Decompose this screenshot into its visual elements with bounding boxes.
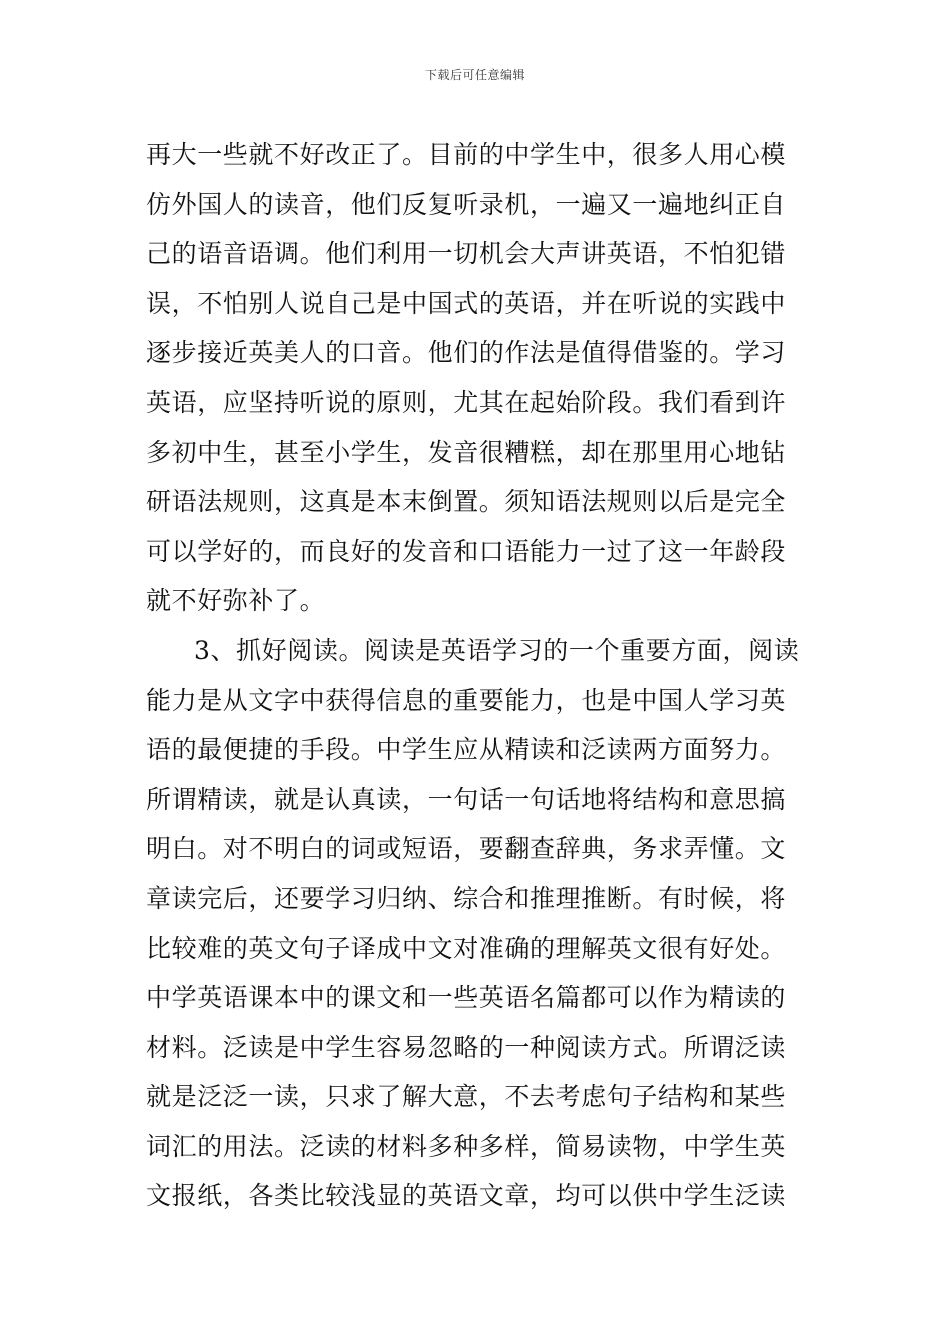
text-line: 就是泛泛一读，只求了解大意，不去考虑句子结构和某些 — [146, 1082, 787, 1112]
text-line: 误，不怕别人说自己是中国式的英语，并在听说的实践中 — [146, 288, 787, 318]
text-line: 语的最便捷的手段。中学生应从精读和泛读两方面努力。 — [146, 735, 787, 765]
text-line: 章读完后，还要学习归纳、综合和推理推断。有时候，将 — [146, 883, 787, 913]
text-line: 多初中生，甚至小学生，发音很糟糕，却在那里用心地钻 — [146, 437, 787, 467]
text-line: 能力是从文字中获得信息的重要能力，也是中国人学习英 — [146, 685, 787, 715]
text-line: 文报纸，各类比较浅显的英语文章，均可以供中学生泛读 — [146, 1181, 787, 1211]
text-line: 研语法规则，这真是本末倒置。须知语法规则以后是完全 — [146, 487, 787, 517]
body-text — [146, 130, 806, 1221]
text-line: 比较难的英文句子译成中文对准确的理解英文很有好处。 — [146, 933, 787, 963]
text-line: 可以学好的，而良好的发音和口语能力一过了这一年龄段 — [146, 536, 787, 566]
text-line: 明白。对不明白的词或短语，要翻查辞典，务求弄懂。文 — [146, 834, 787, 864]
text-line: 再大一些就不好改正了。目前的中学生中，很多人用心模 — [146, 140, 787, 169]
page-header: 下载后可任意编辑 — [424, 68, 525, 82]
text-line: 就不好弥补了。 — [146, 586, 326, 616]
text-line: 中学英语课本中的课文和一些英语名篇都可以作为精读的 — [146, 983, 787, 1013]
text-line: 词汇的用法。泛读的材料多种多样，简易读物，中学生英 — [146, 1131, 787, 1161]
text-line: 所谓精读，就是认真读，一句话一句话地将结构和意思搞 — [146, 784, 787, 814]
text-line: 仿外国人的读音，他们反复听录机，一遍又一遍地纠正自 — [146, 189, 787, 219]
text-line: 英语，应坚持听说的原则，尤其在起始阶段。我们看到许 — [146, 387, 787, 417]
text-line: 材料。泛读是中学生容易忽略的一种阅读方式。所谓泛读 — [146, 1032, 787, 1062]
text-line: 逐步接近英美人的口音。他们的作法是值得借鉴的。学习 — [146, 338, 787, 368]
paragraph-start-line: 3、抓好阅读。阅读是英语学习的一个重要方面，阅读 — [194, 635, 800, 665]
text-line: 己的语音语调。他们利用一切机会大声讲英语，不怕犯错 — [146, 239, 787, 269]
